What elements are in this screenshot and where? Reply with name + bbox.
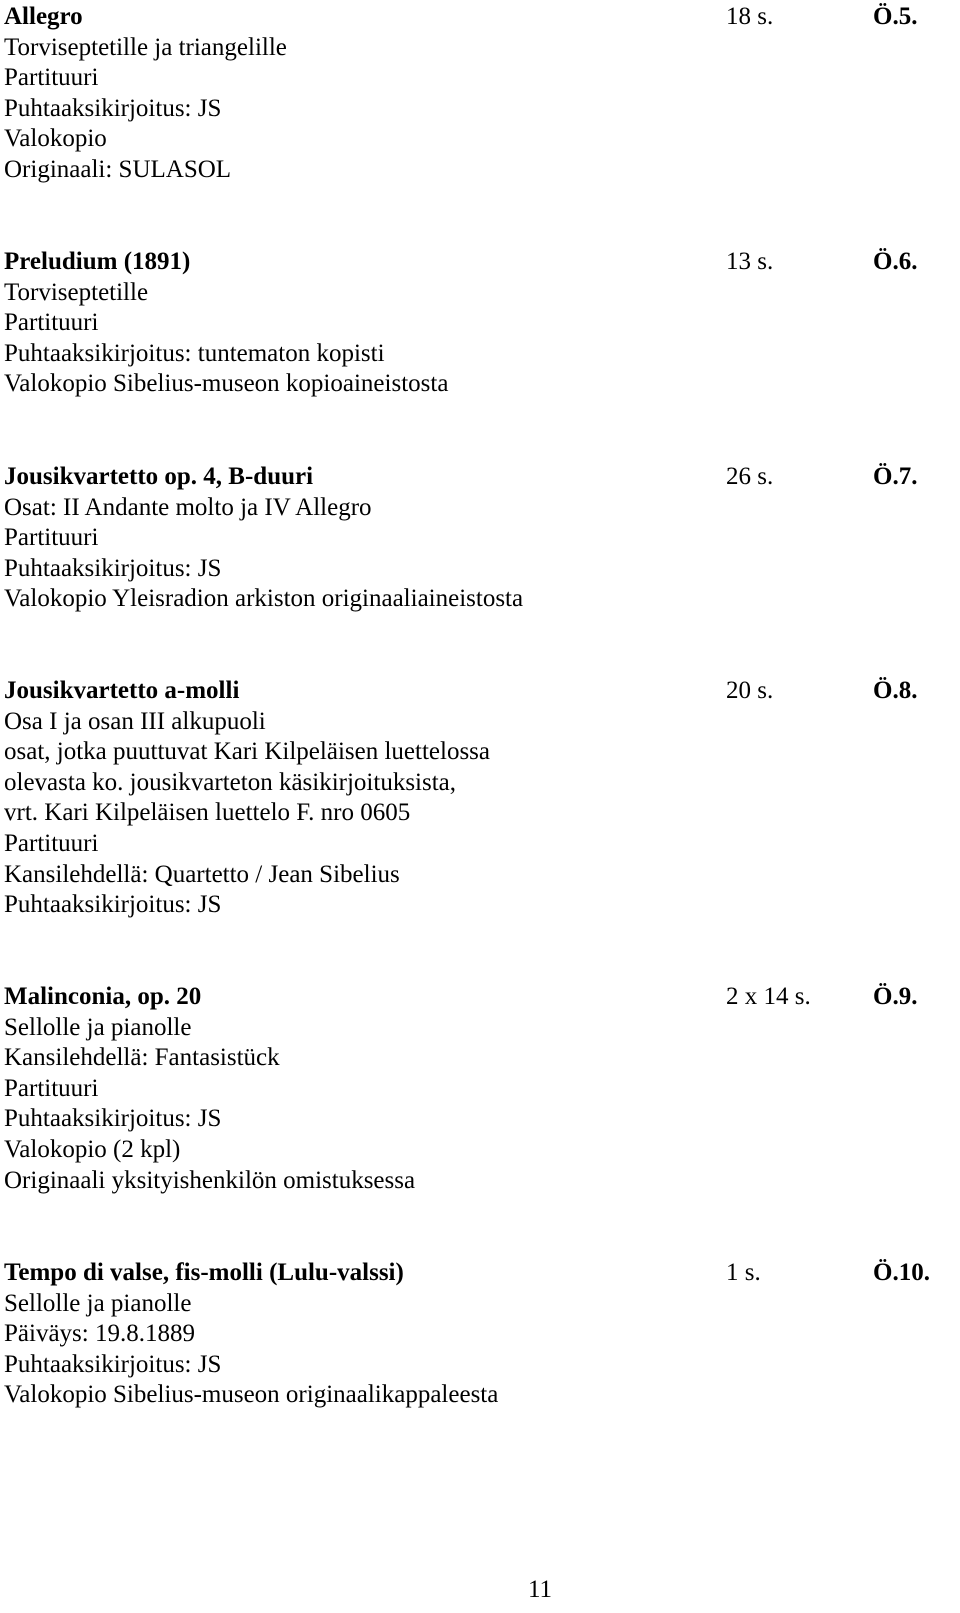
entry-detail: Puhtaaksikirjoitus: JS [4,1350,222,1378]
entry-code: Ö.10. [873,1259,930,1286]
entry-title: Jousikvartetto a-molli [4,677,240,704]
entry-detail: Osat: II Andante molto ja IV Allegro [4,493,372,521]
entry-title: Malinconia, op. 20 [4,983,202,1010]
entry-title: Preludium (1891) [4,248,191,275]
entry-heading [4,2,918,33]
entry-detail: olevasta ko. jousikvarteton käsikirjoituksista, [4,768,457,796]
entry-detail: Valokopio [4,125,107,153]
entry-page-count: 13 s. [726,248,774,275]
entry-heading [4,1258,930,1289]
entry-page-count: 2 x 14 s. [726,983,811,1010]
entry-detail: Valokopio Sibelius-museon originaalikappaleesta [4,1381,499,1409]
entry-detail: Torviseptetille [4,278,149,306]
entry-code: Ö.5. [873,3,918,30]
catalog-entry-jousikvartetto-op4 [4,462,918,615]
catalog-entry-allegro [4,2,918,186]
entry-page-count: 20 s. [726,677,774,704]
entry-detail: Osa I ja osan III alkupuoli [4,707,266,735]
entry-heading [4,982,918,1013]
entry-detail: Partituuri [4,309,99,337]
entry-title: Tempo di valse, fis-molli (Lulu-valssi) [4,1259,404,1286]
entry-code: Ö.9. [873,983,918,1010]
catalog-entry-malinconia [4,982,918,1196]
entry-detail: Sellolle ja pianolle [4,1289,192,1317]
entry-detail: Partituuri [4,1074,99,1102]
entry-detail: Torviseptetille ja triangelille [4,33,287,61]
entry-code: Ö.8. [873,677,918,704]
catalog-entry-jousikvartetto-a-molli [4,676,918,921]
entry-detail: Puhtaaksikirjoitus: JS [4,94,222,122]
entry-detail: Originaali: SULASOL [4,155,232,183]
entry-detail: Valokopio Yleisradion arkiston originaaliaineistosta [4,585,524,613]
entry-detail: Kansilehdellä: Quartetto / Jean Sibelius [4,860,400,888]
entry-title: Jousikvartetto op. 4, B-duuri [4,463,314,490]
entry-page-count: 26 s. [726,463,774,490]
catalog-entry-preludium [4,247,918,400]
entry-detail: Puhtaaksikirjoitus: JS [4,1105,222,1133]
entry-detail: Päiväys: 19.8.1889 [4,1320,195,1348]
entry-page-count: 1 s. [726,1259,761,1286]
entry-heading [4,462,918,493]
entry-detail: Partituuri [4,829,99,857]
entry-heading [4,247,918,278]
entry-page-count: 18 s. [726,3,774,30]
entry-title: Allegro [4,3,83,30]
entry-detail: Valokopio (2 kpl) [4,1135,181,1163]
page-number: 11 [527,1576,553,1603]
entry-detail: Originaali yksityishenkilön omistuksessa [4,1166,416,1194]
entry-detail: Puhtaaksikirjoitus: JS [4,891,222,919]
entry-detail: Valokopio Sibelius-museon kopioaineistosta [4,370,449,398]
entry-code: Ö.7. [873,463,918,490]
entry-detail: vrt. Kari Kilpeläisen luettelo F. nro 0605 [4,799,411,827]
entry-detail: osat, jotka puuttuvat Kari Kilpeläisen luettelossa [4,738,490,766]
entry-heading [4,676,918,707]
entry-code: Ö.6. [873,248,918,275]
entry-detail: Puhtaaksikirjoitus: JS [4,554,222,582]
entry-detail: Puhtaaksikirjoitus: tuntematon kopisti [4,339,385,367]
entry-detail: Kansilehdellä: Fantasistück [4,1044,280,1072]
entry-detail: Sellolle ja pianolle [4,1013,192,1041]
catalog-entry-tempo-di-valse [4,1258,930,1411]
entry-detail: Partituuri [4,64,99,92]
entry-detail: Partituuri [4,524,99,552]
